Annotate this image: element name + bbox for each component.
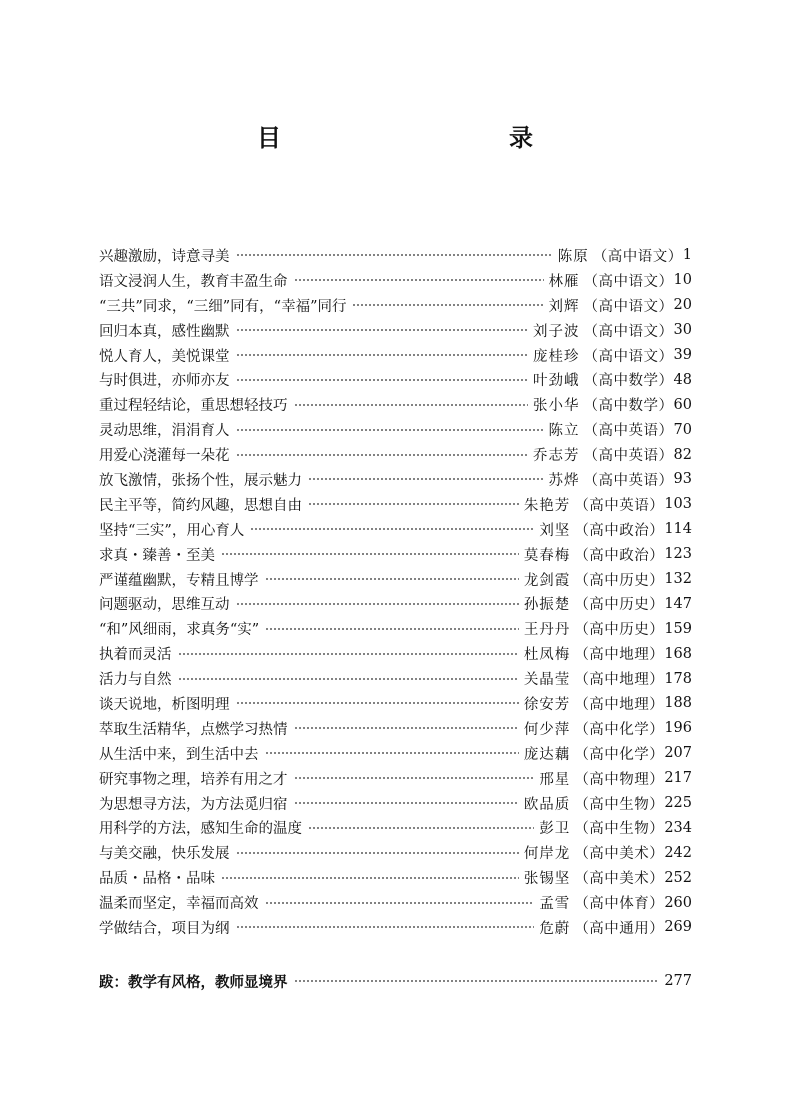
entry-title: 学做结合，项目为纲 (99, 920, 230, 937)
entry-author: 张锡坚 (523, 871, 571, 888)
toc-entry[interactable] (99, 641, 692, 666)
entry-title: 悦人育人，美悦课堂 (99, 348, 230, 365)
leader-dots (294, 802, 519, 804)
entry-subject: （高中化学） (574, 721, 665, 738)
toc-entry[interactable] (99, 442, 692, 467)
leader-dots (236, 603, 519, 605)
toc-entry[interactable] (99, 367, 692, 392)
entry-page: 217 (664, 770, 692, 787)
entry-author: 关晶莹 (523, 672, 571, 689)
entry-author: 陈原 (557, 248, 589, 265)
entry-subject: （高中地理） (574, 647, 665, 664)
entry-title: 与时俱进，亦师亦友 (99, 373, 230, 390)
entry-subject: （高中美术） (574, 871, 665, 888)
entry-subject: （高中历史） (574, 597, 665, 614)
entry-subject: （高中语文） (583, 323, 674, 340)
entry-author: 彭卫 (539, 821, 571, 838)
entry-title: 语文浸润人生，教育丰盈生命 (99, 273, 288, 290)
toc-entry[interactable] (99, 517, 692, 542)
entry-subject: （高中地理） (574, 672, 665, 689)
entry-page: 252 (664, 869, 692, 886)
entry-page: 30 (673, 322, 692, 339)
entry-subject: （高中地理） (574, 696, 665, 713)
toc-entry[interactable] (99, 293, 692, 318)
leader-dots (236, 354, 529, 356)
entry-subject: （高中生物） (574, 796, 665, 813)
toc-entry[interactable] (99, 467, 692, 492)
leader-dots (236, 429, 544, 431)
toc-entry[interactable] (99, 343, 692, 368)
entry-subject: （高中政治） (574, 522, 665, 539)
entry-title: 从生活中来，到生活中去 (99, 746, 259, 763)
entry-author: 庞达藕 (523, 746, 571, 763)
entry-title: 民主平等，简约风趣，思想自由 (99, 497, 302, 514)
toc-entry[interactable] (99, 392, 692, 417)
toc-entry[interactable] (99, 492, 692, 517)
toc-entry[interactable] (99, 741, 692, 766)
entry-page: 159 (664, 620, 692, 637)
leader-dots (294, 727, 519, 729)
toc-entry[interactable] (99, 766, 692, 791)
leader-dots (308, 503, 519, 505)
entry-author: 王丹丹 (523, 622, 571, 639)
leader-dots (178, 678, 519, 680)
toc-entry[interactable] (99, 268, 692, 293)
entry-title: 兴趣激励，诗意寻美 (99, 248, 230, 265)
entry-page: 260 (664, 894, 692, 911)
toc-entry[interactable] (99, 318, 692, 343)
leader-dots (352, 304, 543, 306)
entry-subject: （高中英语） (583, 472, 674, 489)
toc-entry[interactable] (99, 716, 692, 741)
entry-title: 严谨蕴幽默，专精且博学 (99, 572, 259, 589)
entry-author: 朱艳芳 (523, 497, 571, 514)
toc-entry[interactable] (99, 616, 692, 641)
entry-page: 178 (664, 670, 692, 687)
entry-author: 危蔚 (539, 920, 571, 937)
entry-title: 灵动思维，涓涓育人 (99, 423, 230, 440)
entry-title: 谈天说地，析图明理 (99, 696, 230, 713)
entry-subject: （高中美术） (574, 846, 665, 863)
leader-dots (236, 254, 553, 256)
entry-author: 刘辉 (548, 298, 580, 315)
epilogue-page: 277 (664, 973, 692, 989)
entry-page: 114 (664, 521, 692, 538)
leader-dots (236, 379, 529, 381)
entry-page: 60 (673, 396, 692, 413)
entry-subject: （高中历史） (574, 622, 665, 639)
entry-page: 207 (664, 745, 692, 762)
toc-entry[interactable] (99, 243, 692, 268)
entry-page: 20 (673, 297, 692, 314)
leader-dots (308, 827, 534, 829)
entry-title: 坚持“三实”，用心育人 (99, 522, 245, 539)
entry-author: 刘坚 (539, 522, 571, 539)
entry-title: 放飞激情，张扬个性，展示魅力 (99, 472, 302, 489)
entry-title: 回归本真，感性幽默 (99, 323, 230, 340)
entry-title: 求真・臻善・至美 (99, 547, 215, 564)
entry-page: 70 (673, 421, 692, 438)
leader-dots (294, 980, 660, 982)
entry-author: 刘子波 (533, 323, 580, 340)
entry-title: 品质・品格・品味 (99, 871, 215, 888)
entry-author: 龙剑霞 (523, 572, 571, 589)
entry-author: 庞桂珍 (533, 348, 580, 365)
toc-entry[interactable] (99, 591, 692, 616)
epilogue-entry[interactable] (99, 968, 692, 994)
entry-subject: （高中数学） (583, 373, 674, 390)
entry-page: 82 (673, 446, 692, 463)
entry-title: 问题驱动，思维互动 (99, 597, 230, 614)
entry-page: 147 (664, 595, 692, 612)
leader-dots (236, 702, 519, 704)
entry-subject: （高中英语） (583, 448, 674, 465)
entry-subject: （高中语文） (583, 298, 674, 315)
entry-page: 225 (664, 795, 692, 812)
entry-author: 乔志芳 (533, 448, 580, 465)
toc-entry[interactable] (99, 791, 692, 816)
toc-entry[interactable] (99, 865, 692, 890)
page-title: 目 录 (257, 124, 593, 152)
entry-page: 103 (664, 496, 692, 513)
entry-author: 张小华 (533, 398, 580, 415)
entry-page: 188 (664, 695, 692, 712)
toc-entry[interactable] (99, 815, 692, 840)
entry-title: 温柔而坚定，幸福而高效 (99, 896, 259, 913)
entry-subject: （高中语文） (583, 273, 674, 290)
entry-author: 杜凤梅 (523, 647, 571, 664)
entry-page: 1 (682, 247, 692, 264)
toc-entry[interactable] (99, 417, 692, 442)
leader-dots (236, 852, 519, 854)
entry-subject: （高中体育） (574, 896, 665, 913)
entry-author: 孙振楚 (523, 597, 571, 614)
entry-page: 39 (673, 347, 692, 363)
toc-entry[interactable] (99, 567, 692, 592)
entry-author: 莫春梅 (523, 547, 571, 564)
entry-subject: （高中通用） (574, 920, 665, 937)
leader-dots (294, 404, 529, 406)
leader-dots (265, 752, 519, 754)
entry-author: 徐安芳 (523, 696, 571, 713)
leader-dots (265, 578, 519, 580)
leader-dots (221, 877, 519, 879)
entry-author: 何少萍 (523, 721, 571, 738)
entry-title: 活力与自然 (99, 672, 172, 689)
entry-page: 10 (673, 272, 692, 289)
entry-title: 研究事物之理，培养有用之才 (99, 771, 288, 788)
entry-page: 48 (673, 371, 692, 388)
entry-title: 用爱心浇灌每一朵花 (99, 448, 230, 465)
entry-title: 重过程轻结论，重思想轻技巧 (99, 398, 288, 415)
entry-author: 欧品质 (523, 796, 571, 813)
entry-page: 234 (664, 819, 692, 836)
entry-page: 242 (664, 844, 692, 861)
leader-dots (221, 553, 519, 555)
toc-entry[interactable] (99, 915, 692, 940)
entry-page: 168 (664, 645, 692, 662)
entry-subject: （高中化学） (574, 746, 665, 763)
entry-author: 苏烨 (548, 472, 580, 489)
leader-dots (265, 902, 535, 904)
toc-entry[interactable] (99, 542, 692, 567)
leader-dots (265, 628, 519, 630)
table-of-contents (99, 243, 692, 940)
entry-author: 陈立 (548, 423, 580, 440)
toc-entry[interactable] (99, 666, 692, 691)
epilogue-title: 跋：教学有风格，教师显境界 (99, 974, 288, 991)
entry-subject: （高中物理） (574, 771, 665, 788)
toc-entry[interactable] (99, 691, 692, 716)
entry-subject: （高中语文） (583, 348, 674, 365)
leader-dots (178, 653, 519, 655)
entry-subject: （高中语文） (592, 248, 683, 265)
entry-page: 123 (664, 546, 692, 563)
leader-dots (294, 777, 535, 779)
toc-entry[interactable] (99, 890, 692, 915)
entry-author: 何岸龙 (523, 846, 571, 863)
leader-dots (294, 279, 544, 281)
entry-page: 93 (673, 471, 692, 488)
entry-subject: （高中政治） (574, 547, 665, 564)
entry-title: “三共”同求，“三细”同有，“幸福”同行 (99, 298, 347, 315)
entry-title: 为思想寻方法，为方法觅归宿 (99, 796, 288, 813)
leader-dots (250, 528, 534, 530)
leader-dots (236, 454, 529, 456)
entry-page: 196 (664, 720, 692, 737)
entry-title: 执着而灵活 (99, 647, 172, 664)
entry-page: 132 (664, 571, 692, 588)
entry-subject: （高中生物） (574, 821, 665, 838)
entry-subject: （高中历史） (574, 572, 665, 589)
entry-subject: （高中英语） (574, 497, 665, 514)
entry-author: 林雁 (548, 273, 580, 290)
entry-author: 叶劲峨 (533, 373, 580, 390)
leader-dots (236, 329, 529, 331)
entry-author: 孟雪 (539, 896, 571, 913)
entry-title: 与美交融，快乐发展 (99, 846, 230, 863)
entry-author: 邢星 (539, 771, 571, 788)
entry-subject: （高中数学） (583, 398, 674, 415)
leader-dots (308, 478, 544, 480)
toc-entry[interactable] (99, 840, 692, 865)
entry-title: 用科学的方法，感知生命的温度 (99, 821, 302, 838)
entry-page: 269 (664, 919, 692, 936)
leader-dots (236, 926, 535, 928)
entry-title: 萃取生活精华，点燃学习热情 (99, 721, 288, 738)
entry-subject: （高中英语） (583, 423, 674, 440)
entry-title: “和”风细雨，求真务“实” (99, 622, 260, 639)
